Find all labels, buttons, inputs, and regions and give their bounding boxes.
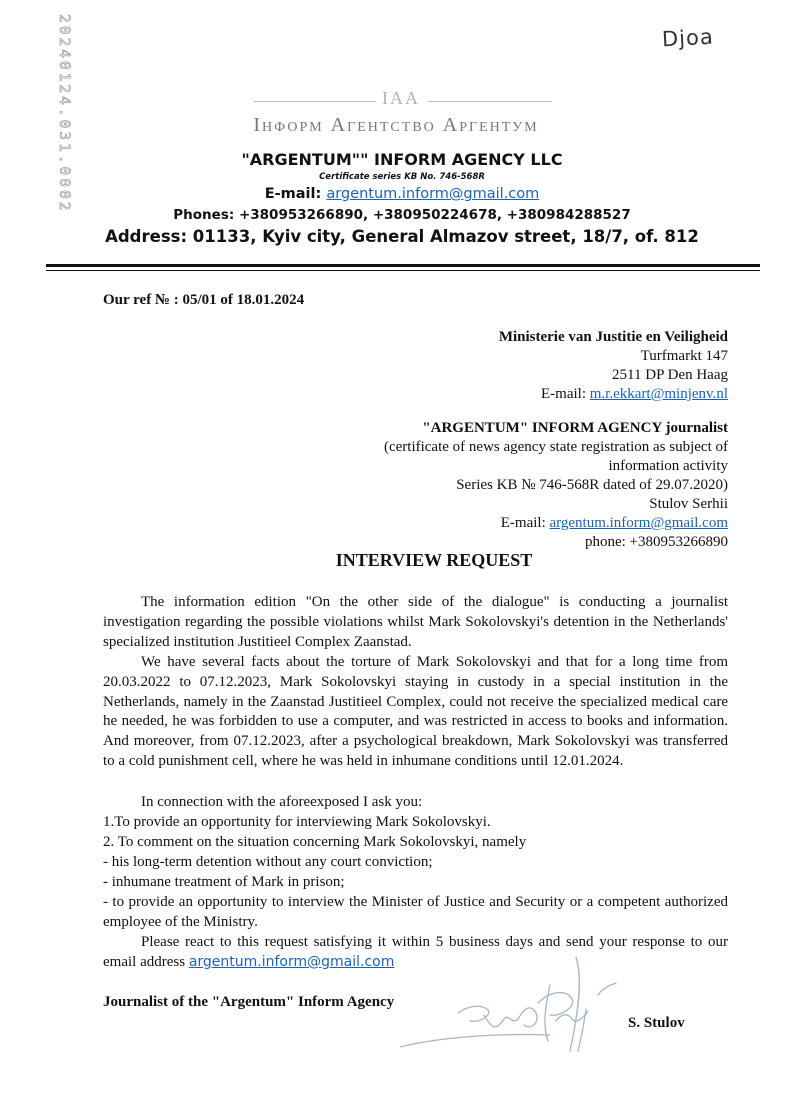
body-paragraph-1: The information edition "On the other side of the dialogue" is conducting a journalist investigation regarding the possible violations whilst Mark Sokolovskyi's detention in the Netherlands' specialized institution Justitieel Complex Zaanstad. (103, 594, 728, 650)
agency-phones: Phones: +380953266890, +380950224678, +380984288527 (173, 207, 631, 223)
list-item-1: 1.To provide an opportunity for interviewing Mark Sokolovskyi. (103, 814, 491, 830)
agency-logo-mark: IAA (382, 88, 420, 108)
agency-address: Address: 01133, Kyiv city, General Almazov street, 18/7, of. 812 (105, 227, 699, 246)
email-label: E-mail: (264, 186, 322, 202)
sender-name: Stulov Serhii (649, 496, 728, 512)
signatory-name: S. Stulov (628, 1015, 685, 1031)
sender-cert-line-2: information activity (608, 458, 728, 474)
sender-cert-line-1: (certificate of news agency state registration as subject of (383, 439, 728, 455)
sender-email-link[interactable]: argentum.inform@gmail.com (549, 515, 728, 531)
recipient-city: 2511 DP Den Haag (612, 367, 728, 383)
recipient-email-label: E-mail: (541, 386, 587, 402)
body-paragraph-3: In connection with the aforeexposed I ask you: (141, 794, 423, 810)
header-rule-thick (46, 264, 760, 267)
signatory-role: Journalist of the "Argentum" Inform Agency (103, 994, 395, 1010)
list-item-4: - inhumane treatment of Mark in prison; (103, 874, 345, 890)
agency-certificate: Certificate series KB No. 746-568R (319, 172, 485, 182)
archive-stamp: 20240124.031.0002 (56, 14, 72, 214)
sender-email-label: E-mail: (500, 515, 546, 531)
list-item-2: 2. To comment on the situation concerning Mark Sokolovskyi, namely (103, 834, 527, 850)
list-item-5: - to provide an opportunity to interview the Minister of Justice and Security or a competent authorized employee of the Ministry. (103, 894, 728, 930)
our-reference: Our ref № : 05/01 of 18.01.2024 (103, 292, 305, 308)
recipient-email-line (541, 385, 728, 405)
document-heading: INTERVIEW REQUEST (335, 550, 533, 570)
recipient-street: Turfmarkt 147 (640, 348, 728, 364)
handwritten-signature (400, 955, 630, 1070)
logo-divider-right (428, 101, 552, 102)
body-paragraph-2: We have several facts about the torture of Mark Sokolovskyi and that for a long time from 20.03.2022 to 07.12.2023, Mark Sokolovskyi staying in custody in a special institution in the Netherlands, namely in the Zaanstad Justitieel Complex, could not receive the specialized medical care he needed, he was forbidden to use a computer, and was restricted in access to books and information. And moreover, from 07.12.2023, after a psychological breakdown, Mark Sokolovskyi was transferred to a cold punishment cell, where he was held in inhumane conditions until 12.01.2024. (103, 654, 728, 769)
list-item-3: - his long-term detention without any court conviction; (103, 854, 433, 870)
sender-email-line (501, 514, 728, 534)
logo-divider-left (254, 101, 376, 102)
handwritten-note: Djoa (661, 24, 715, 52)
recipient-name: Ministerie van Justitie en Veiligheid (498, 329, 728, 345)
agency-logo-name: Інформ Агентство Аргентум (253, 114, 539, 136)
sender-title: "ARGENTUM" INFORM AGENCY journalist (422, 420, 728, 436)
sender-phone: phone: +380953266890 (584, 534, 728, 550)
recipient-email-link[interactable]: m.r.ekkart@minjenv.nl (589, 386, 728, 402)
sender-cert-line-3: Series KB № 746-568R dated of 29.07.2020) (456, 477, 728, 493)
agency-name: "ARGENTUM"" INFORM AGENCY LLC (241, 150, 563, 169)
header-rule-thin (46, 270, 760, 271)
closing-request-text: Please react to this request satisfying it within 5 business days and send your response to our email address (103, 934, 728, 970)
closing-email-link[interactable]: argentum.inform@gmail.com (188, 953, 395, 970)
agency-email-link[interactable]: argentum.inform@gmail.com (326, 186, 540, 202)
agency-email-line (0, 186, 792, 202)
